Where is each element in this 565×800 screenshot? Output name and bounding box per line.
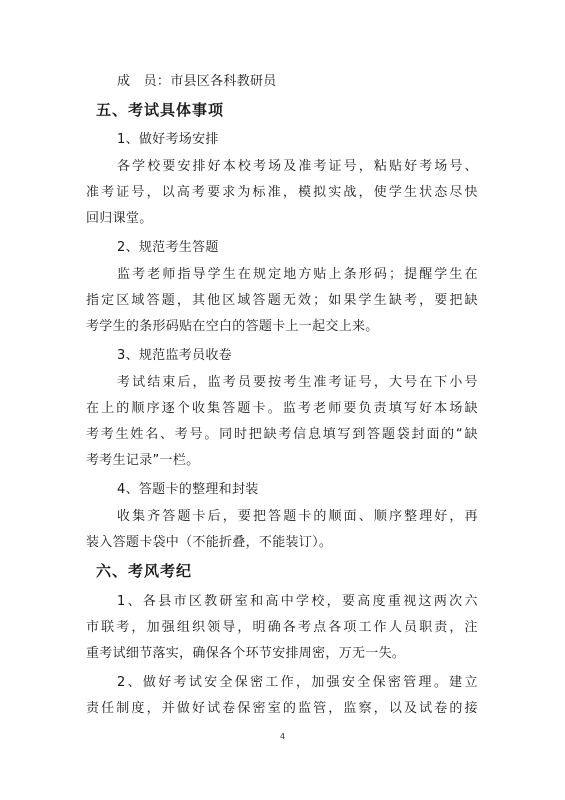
text-line: 2、规范考生答题 (117, 240, 219, 255)
text-line: 重考试细节落实，确保各个环节安排周密，万无一失。 (86, 646, 406, 661)
text-line: 考 考 生 姓 名 、 考 号 。 同 时 把 缺 考 信 息 填 写 到 答 题 袋 封 面 的 “ 缺 (86, 427, 478, 442)
text-line: 在 上 的 顺 序 逐 个 收 集 答 题 卡 。 监 考 老 师 要 负 责 填 写 好 本 场 缺 (86, 401, 478, 416)
text-line: 成 员：市县区各科教研员 (117, 74, 277, 89)
section-heading: 五、考试具体事项 (96, 101, 225, 119)
text-line: 2 、 做 好 考 试 安 全 保 密 工 作 ， 加 强 安 全 保 密 管 理 。 建 立 (117, 675, 478, 690)
text-line: 3、规范监考员收卷 (117, 348, 232, 363)
text-line: 考学生的条形码贴在空白的答题卡上一起交上来。 (86, 319, 379, 334)
section-heading: 六、考风考纪 (96, 562, 193, 580)
text-line: 装入答题卡袋中（不能折叠，不能装订）。 (86, 535, 333, 550)
text-line: 责 任 制 度 ， 并 做 好 试 卷 保 密 室 的 监 管 ， 监 察 ， 以 及 试 卷 的 接 (86, 701, 478, 716)
text-line: 准 考 证 号 ， 以 高 考 要 求 为 标 准 ， 模 拟 实 战 ， 使 学 生 状 态 尽 快 (86, 185, 478, 200)
text-line: 市 联 考 ， 加 强 组 织 领 导 ， 明 确 各 考 点 各 项 工 作 人 员 职 责 ， 注 (86, 620, 478, 635)
text-line: 监 考 老 师 指 导 学 生 在 规 定 地 方 贴 上 条 形 码 ； 提 醒 学 生 在 (117, 267, 478, 282)
text-line: 考 试 结 束 后 ， 监 考 员 要 按 考 生 准 考 证 号 ， 大 号 在 下 小 号 (117, 375, 478, 390)
text-line: 4、答题卡的整理和封装 (117, 482, 259, 497)
text-line: 考考生记录”一栏。 (86, 453, 200, 468)
text-line: 收 集 齐 答 题 卡 后 ， 要 把 答 题 卡 的 顺 面 、 顺 序 整 理 好 ， 再 (117, 509, 478, 524)
text-line: 各 学 校 要 安 排 好 本 校 考 场 及 准 考 证 号 ， 粘 贴 好 考 场 号 、 (117, 159, 478, 174)
text-line: 回归课堂。 (86, 211, 153, 226)
text-line: 1、做好考场安排 (117, 132, 219, 147)
page-number: 4 (279, 732, 286, 741)
text-line: 1 、 各 县 市 区 教 研 室 和 高 中 学 校 ， 要 高 度 重 视 这 两 次 六 (117, 594, 478, 609)
text-line: 指 定 区 域 答 题 ， 其 他 区 域 答 题 无 效 ； 如 果 学 生 缺 考 ， 要 把 缺 (86, 293, 478, 308)
